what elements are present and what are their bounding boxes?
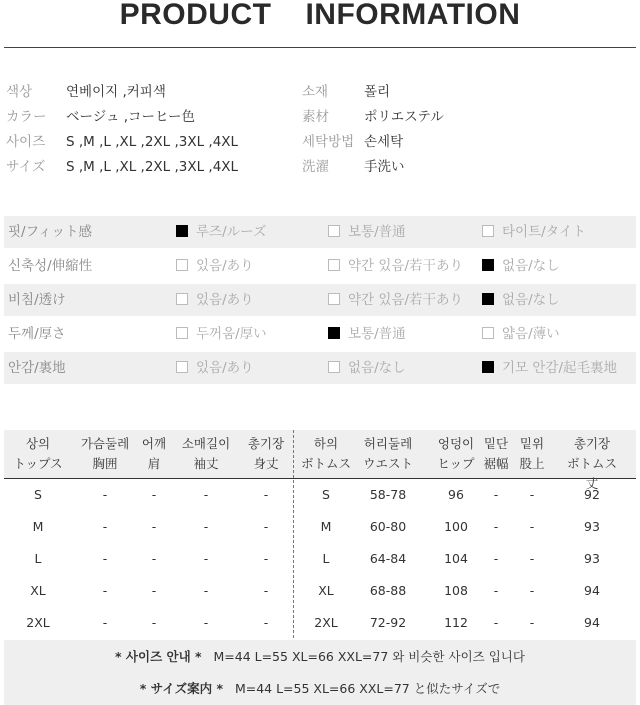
size-cell: - xyxy=(529,487,535,502)
size-cell: - xyxy=(102,487,108,502)
size-cell: S xyxy=(322,487,330,502)
size-cell: - xyxy=(151,615,157,630)
size-header-ja: ウエスト xyxy=(362,456,413,471)
info-row xyxy=(0,80,640,104)
size-cell: 58-78 xyxy=(369,487,407,502)
feature-option-label: 없음/なし xyxy=(502,292,560,308)
size-header-ko: 어깨 xyxy=(141,436,167,451)
unchecked-box-icon xyxy=(176,327,188,339)
unchecked-box-icon xyxy=(328,361,340,373)
feature-option xyxy=(482,352,617,384)
size-header-ja: 裾幅 xyxy=(483,456,509,471)
feature-option-label: 약간 있음/若干あり xyxy=(348,258,464,274)
size-cell: L xyxy=(34,551,42,566)
feature-option-label: 얇음/薄い xyxy=(502,326,560,342)
size-header-cell xyxy=(236,434,296,474)
size-cell: M xyxy=(320,519,332,534)
size-note-ja-text: M=44 L=55 XL=66 XXL=77 と似たサイズで xyxy=(234,681,501,696)
size-row xyxy=(4,583,636,603)
feature-option xyxy=(328,216,406,248)
unchecked-box-icon xyxy=(482,225,494,237)
feature-row xyxy=(4,318,636,350)
size-cell: - xyxy=(493,519,499,534)
feature-option-label: 없음/なし xyxy=(502,258,560,274)
size-header-cell xyxy=(176,434,236,474)
feature-option xyxy=(482,318,560,350)
feature-option xyxy=(328,318,406,350)
feature-option xyxy=(328,284,463,316)
size-cell: - xyxy=(151,487,157,502)
info-label: 색상 xyxy=(6,84,33,100)
size-cell: - xyxy=(203,551,209,566)
info-label: カラー xyxy=(6,109,47,125)
size-header-ko: 가슴둘레 xyxy=(80,436,130,451)
info-value: ベージュ ,コーヒー色 xyxy=(66,109,196,125)
size-header-ko: 허리둘레 xyxy=(363,436,413,451)
feature-option xyxy=(176,216,266,248)
size-cell: 100 xyxy=(444,519,468,534)
feature-option xyxy=(482,250,560,282)
checked-box-icon xyxy=(328,327,340,339)
size-cell: XL xyxy=(318,583,334,598)
feature-option-label: 보통/普通 xyxy=(348,224,406,240)
size-cell: 108 xyxy=(444,583,468,598)
checked-box-icon xyxy=(482,293,494,305)
size-header-cell xyxy=(296,434,356,474)
size-cell: L xyxy=(322,551,330,566)
info-row xyxy=(0,105,640,129)
size-cell: - xyxy=(151,583,157,598)
size-cell: 104 xyxy=(444,551,468,566)
size-row xyxy=(4,551,636,571)
size-cell: M xyxy=(32,519,44,534)
feature-option-label: 기모 안감/起毛裏地 xyxy=(502,360,618,376)
feature-option-label: 타이트/タイト xyxy=(502,224,586,240)
size-header-cell xyxy=(562,434,622,494)
info-value: S ,M ,L ,XL ,2XL ,3XL ,4XL xyxy=(66,134,239,150)
size-cell: S xyxy=(34,487,42,502)
unchecked-box-icon xyxy=(176,293,188,305)
size-header-ja: 胸囲 xyxy=(92,456,118,471)
size-cell: - xyxy=(263,615,269,630)
size-cell: 68-88 xyxy=(369,583,407,598)
info-value: S ,M ,L ,XL ,2XL ,3XL ,4XL xyxy=(66,159,239,175)
size-cell: - xyxy=(493,551,499,566)
size-header-ko: 하의 xyxy=(313,436,339,451)
info-row xyxy=(0,155,640,179)
feature-label: 안감/裏地 xyxy=(8,360,66,376)
size-header-ja: ボトムス xyxy=(300,456,351,471)
feature-option xyxy=(176,352,254,384)
size-cell: 72-92 xyxy=(369,615,407,630)
feature-option-label: 있음/あり xyxy=(196,292,254,308)
size-header-ja: 身丈 xyxy=(253,456,279,471)
size-cell: 64-84 xyxy=(369,551,407,566)
size-header-cell xyxy=(502,434,562,474)
size-cell: - xyxy=(102,551,108,566)
size-cell: - xyxy=(102,583,108,598)
feature-option xyxy=(482,284,560,316)
info-label: 洗濯 xyxy=(302,159,329,175)
checked-box-icon xyxy=(482,361,494,373)
size-cell: 60-80 xyxy=(369,519,407,534)
size-note-ko-text: M=44 L=55 XL=66 XXL=77 와 비슷한 사이즈 입니다 xyxy=(213,649,525,664)
size-cell: - xyxy=(102,615,108,630)
size-header-ja: 肩 xyxy=(147,456,161,471)
feature-label: 비침/透け xyxy=(8,292,66,308)
size-header-ja: 袖丈 xyxy=(193,456,219,471)
size-note-ja xyxy=(4,679,636,697)
size-header-rule xyxy=(4,478,636,479)
size-cell: 2XL xyxy=(314,615,338,630)
page-title xyxy=(0,0,640,38)
size-header-ko: 밑위 xyxy=(519,436,545,451)
size-cell: - xyxy=(203,583,209,598)
info-label: 素材 xyxy=(302,109,329,125)
info-label: 소재 xyxy=(302,84,329,100)
size-header-ja: ヒップ xyxy=(437,456,475,471)
size-note-ja-title: * サイズ案内 * xyxy=(139,681,224,696)
feature-row xyxy=(4,352,636,384)
size-cell: - xyxy=(493,615,499,630)
size-header-ko: 밑단 xyxy=(483,436,509,451)
feature-option-label: 보통/普通 xyxy=(348,326,406,342)
feature-option xyxy=(328,250,463,282)
size-cell: - xyxy=(263,583,269,598)
size-cell: - xyxy=(529,583,535,598)
feature-option-label: 있음/あり xyxy=(196,360,254,376)
feature-option-label: 두꺼움/厚い xyxy=(196,326,267,342)
info-label: 세탁방법 xyxy=(302,134,355,150)
size-row xyxy=(4,519,636,539)
size-header-ja: トップス xyxy=(13,456,63,471)
size-cell: - xyxy=(493,583,499,598)
title-word-information: INFORMATION xyxy=(305,0,521,31)
info-label: 사이즈 xyxy=(6,134,46,150)
unchecked-box-icon xyxy=(176,259,188,271)
feature-row xyxy=(4,284,636,316)
size-header-cell xyxy=(358,434,418,474)
size-cell: 96 xyxy=(448,487,464,502)
size-cell: - xyxy=(102,519,108,534)
size-cell: - xyxy=(529,519,535,534)
feature-option xyxy=(482,216,586,248)
unchecked-box-icon xyxy=(328,259,340,271)
feature-option-label: 없음/なし xyxy=(348,360,406,376)
feature-option xyxy=(176,318,267,350)
size-header-ko: 총기장 xyxy=(573,436,611,451)
size-cell: - xyxy=(203,615,209,630)
size-cell: 112 xyxy=(444,615,468,630)
title-word-product: PRODUCT xyxy=(119,0,272,31)
feature-option xyxy=(176,284,254,316)
unchecked-box-icon xyxy=(328,293,340,305)
info-value: 연베이지 ,커피색 xyxy=(66,84,166,100)
feature-option-label: 약간 있음/若干あり xyxy=(348,292,464,308)
size-row xyxy=(4,615,636,635)
size-header-ja: ボトムス丈 xyxy=(566,456,617,491)
size-header-cell xyxy=(8,434,68,474)
size-header-cell xyxy=(124,434,184,474)
feature-option xyxy=(176,250,254,282)
info-value: 폴리 xyxy=(364,84,391,100)
size-cell: 93 xyxy=(584,551,600,566)
size-cell: - xyxy=(529,551,535,566)
size-cell: 94 xyxy=(584,615,600,630)
size-cell: 94 xyxy=(584,583,600,598)
info-row xyxy=(0,130,640,154)
feature-option-label: 있음/あり xyxy=(196,258,254,274)
info-value: 手洗い xyxy=(364,159,405,175)
checked-box-icon xyxy=(176,225,188,237)
unchecked-box-icon xyxy=(482,327,494,339)
size-cell: 92 xyxy=(584,487,600,502)
info-value: ポリエステル xyxy=(364,109,444,125)
size-cell: 2XL xyxy=(26,615,50,630)
size-cell: 93 xyxy=(584,519,600,534)
size-header-ko: 총기장 xyxy=(247,436,285,451)
size-cell: - xyxy=(263,487,269,502)
feature-row xyxy=(4,216,636,248)
feature-row xyxy=(4,250,636,282)
size-cell: - xyxy=(203,487,209,502)
unchecked-box-icon xyxy=(176,361,188,373)
feature-label: 핏/フィット感 xyxy=(8,224,93,240)
size-cell: - xyxy=(263,551,269,566)
feature-label: 신축성/伸縮性 xyxy=(8,258,93,274)
size-cell: - xyxy=(203,519,209,534)
feature-option-label: 루즈/ルーズ xyxy=(196,224,267,240)
size-cell: - xyxy=(151,551,157,566)
size-header-ja: 股上 xyxy=(519,456,545,471)
feature-label: 두께/厚さ xyxy=(8,326,66,342)
info-label: サイズ xyxy=(6,159,46,175)
size-guide-note xyxy=(4,640,636,705)
size-cell: - xyxy=(529,615,535,630)
size-header-ko: 소매길이 xyxy=(181,436,231,451)
checked-box-icon xyxy=(482,259,494,271)
info-value: 손세탁 xyxy=(364,134,404,150)
size-header-ko: 엉덩이 xyxy=(437,436,475,451)
size-cell: - xyxy=(263,519,269,534)
size-header-ko: 상의 xyxy=(25,436,51,451)
size-note-ko-title: * 사이즈 안내 * xyxy=(115,649,202,664)
size-note-ko xyxy=(4,647,636,665)
size-row xyxy=(4,487,636,507)
title-divider xyxy=(4,47,636,48)
size-cell: XL xyxy=(30,583,46,598)
size-cell: - xyxy=(151,519,157,534)
unchecked-box-icon xyxy=(328,225,340,237)
size-cell: - xyxy=(493,487,499,502)
feature-option xyxy=(328,352,406,384)
